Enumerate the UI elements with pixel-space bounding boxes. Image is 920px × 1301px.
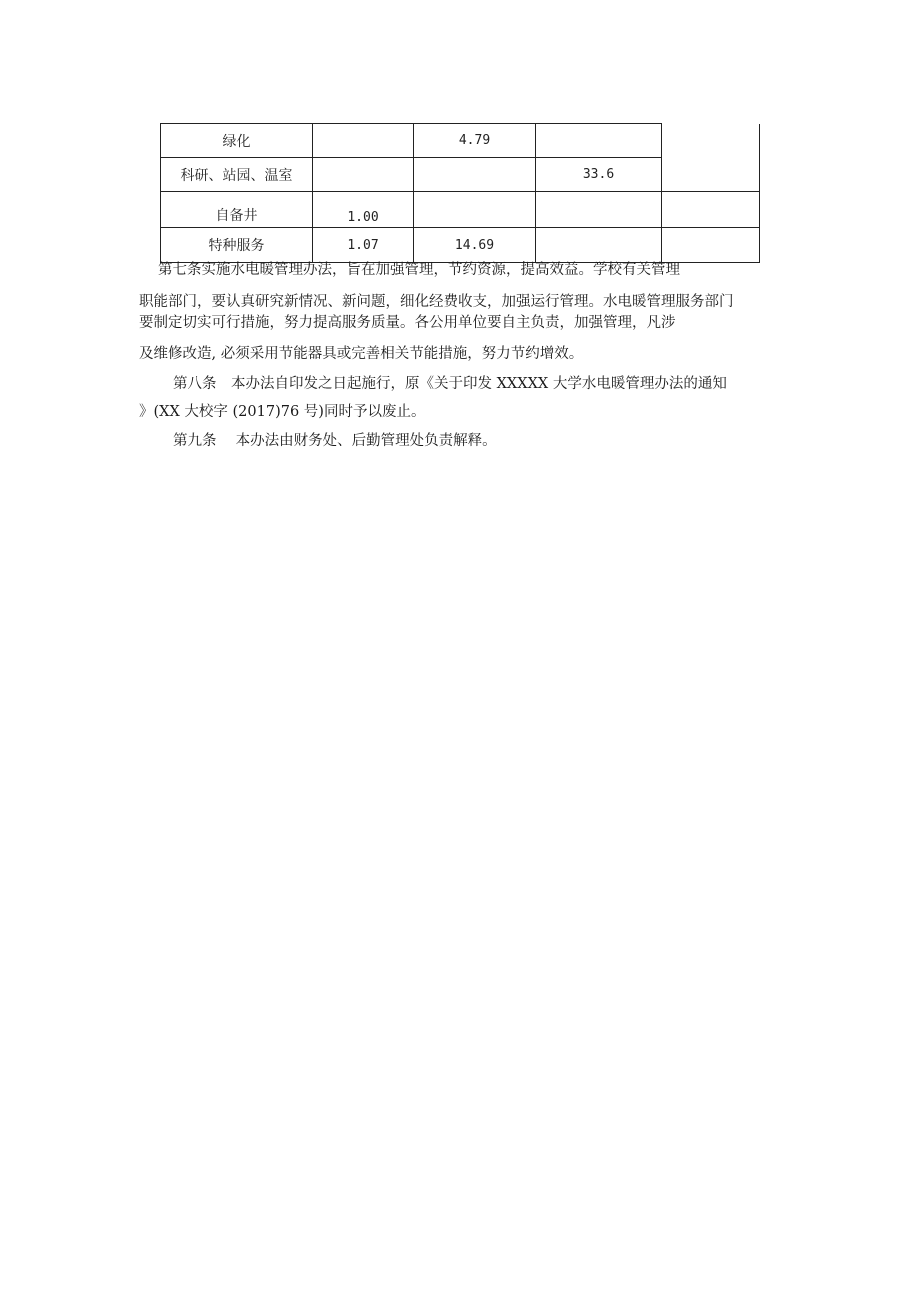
- row-label: 绿化: [161, 124, 313, 158]
- row-label: 自备井: [161, 192, 313, 228]
- table-cell: [662, 192, 760, 228]
- article-9-line-1: 第九条 本办法由财务处、后勤管理处负责解释。: [173, 433, 497, 449]
- table-cell: [313, 124, 414, 158]
- fee-table: [160, 123, 760, 263]
- article-7-line-2: 职能部门，要认真研究新情况、新问题，细化经费收支，加强运行管理。水电暖管理服务部门: [139, 294, 734, 310]
- row-label: 特种服务: [161, 228, 313, 263]
- table-cell: 4.79: [414, 124, 536, 158]
- table-cell: [536, 124, 662, 158]
- table-row: [161, 124, 760, 158]
- table-row: [161, 158, 760, 192]
- table-cell: 1.00: [313, 192, 414, 228]
- article-7-line-4: 及维修改造, 必须采用节能器具或完善相关节能措施，努力节约增效。: [139, 346, 584, 362]
- table-cell: 1.07: [313, 228, 414, 263]
- table-cell: [536, 228, 662, 263]
- article-7-line-1: 第七条实施水电暖管理办法，旨在加强管理，节约资源，提高效益。学校有关管理: [158, 262, 680, 278]
- article-7-line-3: 要制定切实可行措施，努力提高服务质量。各公用单位要自主负责，加强管理，凡涉: [139, 315, 676, 331]
- table-cell: [313, 158, 414, 192]
- table-cell: [662, 158, 760, 192]
- table-cell: [414, 158, 536, 192]
- table-cell: 14.69: [414, 228, 536, 263]
- table-cell: 33.6: [536, 158, 662, 192]
- row-label: 科研、站园、温室: [161, 158, 313, 192]
- table-row: [161, 228, 760, 263]
- article-8-line-2: 》(XX 大校字 (2017)76 号)同时予以废止。: [139, 404, 426, 420]
- table-cell: [536, 192, 662, 228]
- table-row: [161, 192, 760, 228]
- table-cell: [662, 228, 760, 263]
- table-cell: [662, 124, 760, 158]
- article-8-line-1: 第八条 本办法自印发之日起施行，原《关于印发 XXXXX 大学水电暖管理办法的通知: [173, 376, 727, 392]
- table-cell: [414, 192, 536, 228]
